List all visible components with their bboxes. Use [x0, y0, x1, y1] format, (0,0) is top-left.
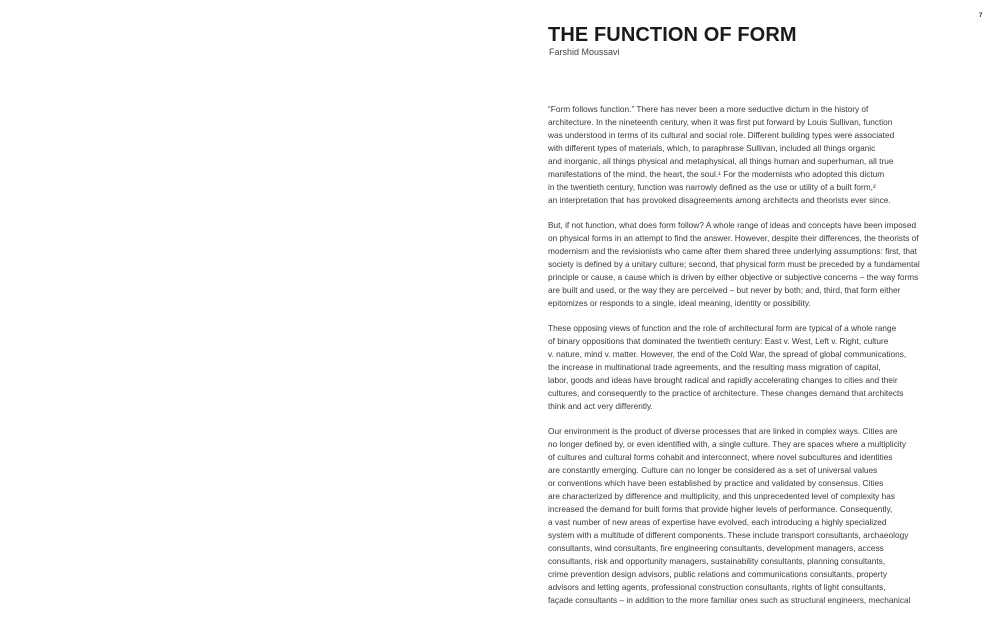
paragraph-3 [548, 322, 966, 413]
text-line: in the twentieth century, function was narrowly defined as the use or utility of a built form,² [548, 182, 876, 192]
text-line: with different types of materials, which, to paraphrase Sullivan, included all things organic [548, 143, 876, 153]
text-line: These opposing views of function and the role of architectural form are typical of a whole range [548, 323, 897, 333]
chapter-title: THE FUNCTION OF FORM [548, 24, 797, 46]
text-line: increased the demand for built forms that provide higher levels of performance. Consequently, [548, 504, 893, 514]
text-line: consultants, wind consultants, fire engineering consultants, development managers, access [548, 543, 884, 553]
text-line: system with a multitude of different components. These include transport consultants, archaeology [548, 530, 909, 540]
text-line: Our environment is the product of diverse processes that are linked in complex ways. Cities are [548, 426, 898, 436]
author-name: Farshid Moussavi [549, 47, 620, 57]
paragraph-4 [548, 425, 966, 607]
text-line: are constantly emerging. Culture can no longer be considered as a set of universal values [548, 465, 878, 475]
text-line: v. nature, mind v. matter. However, the end of the Cold War, the spread of global communications, [548, 349, 907, 359]
text-line: society is defined by a unitary culture; second, that physical form must be preceded by a fundamental [548, 259, 920, 269]
text-line: labor, goods and ideas have brought radical and rapidly accelerating changes to cities and their [548, 375, 898, 385]
text-line: modernism and the revisionists who came after them shared three underlying assumptions: first, that [548, 246, 917, 256]
text-line: cultures, and consequently to the practice of architecture. These changes demand that architects [548, 388, 904, 398]
text-line: principle or cause, a cause which is driven by either objective or subjective concerns – the way forms [548, 272, 919, 282]
text-line: architecture. In the nineteenth century, when it was first put forward by Louis Sullivan, function [548, 117, 893, 127]
text-line: was understood in terms of its cultural and social role. Different building types were associated [548, 130, 895, 140]
text-line: But, if not function, what does form follow? A whole range of ideas and concepts have been imposed [548, 220, 917, 230]
text-line: no longer defined by, or even identified with, a single culture. They are spaces where a multiplicity [548, 439, 907, 449]
text-line: are characterized by difference and multiplicity, and this unprecedented level of complexity has [548, 491, 895, 501]
text-line: crime prevention design advisors, public relations and communications consultants, property [548, 569, 887, 579]
essay-body [548, 103, 966, 619]
text-line: epitomizes or responds to a single, ideal meaning, identity or possibility. [548, 298, 811, 308]
text-line: manifestations of the mind, the heart, the soul.¹ For the modernists who adopted this dictum [548, 169, 885, 179]
text-line: an interpretation that has provoked disagreements among architects and theorists ever since. [548, 195, 891, 205]
paragraph-1 [548, 103, 966, 207]
text-line: consultants, risk and opportunity managers, sustainability consultants, planning consultants, [548, 556, 886, 566]
text-line: advisors and letting agents, professional construction consultants, rights of light consultants, [548, 582, 886, 592]
paragraph-2 [548, 219, 966, 310]
text-line: and inorganic, all things physical and metaphysical, all things human and superhuman, all true [548, 156, 894, 166]
text-line: think and act very differently. [548, 401, 653, 411]
text-line: of binary oppositions that dominated the twentieth century: East v. West, Left v. Right, culture [548, 336, 889, 346]
text-line: “Form follows function.” There has never been a more seductive dictum in the history of [548, 104, 869, 114]
text-line: are built and used, or the way they are perceived – but never by both; and, third, that form either [548, 285, 901, 295]
text-line: the increase in multinational trade agreements, and the resulting mass migration of capital, [548, 362, 881, 372]
text-line: on physical forms in an attempt to find the answer. However, despite their differences, the theorists of [548, 233, 919, 243]
page-number: 7 [979, 13, 983, 19]
text-line: of cultures and cultural forms cohabit and interconnect, where novel subcultures and identities [548, 452, 893, 462]
text-line: or conventions which have been established by practice and validated by consensus. Cities [548, 478, 884, 488]
text-line: a vast number of new areas of expertise have evolved, each introducing a highly specialized [548, 517, 887, 527]
text-line: façade consultants – in addition to the more familiar ones such as structural engineers, mechanical [548, 595, 911, 605]
